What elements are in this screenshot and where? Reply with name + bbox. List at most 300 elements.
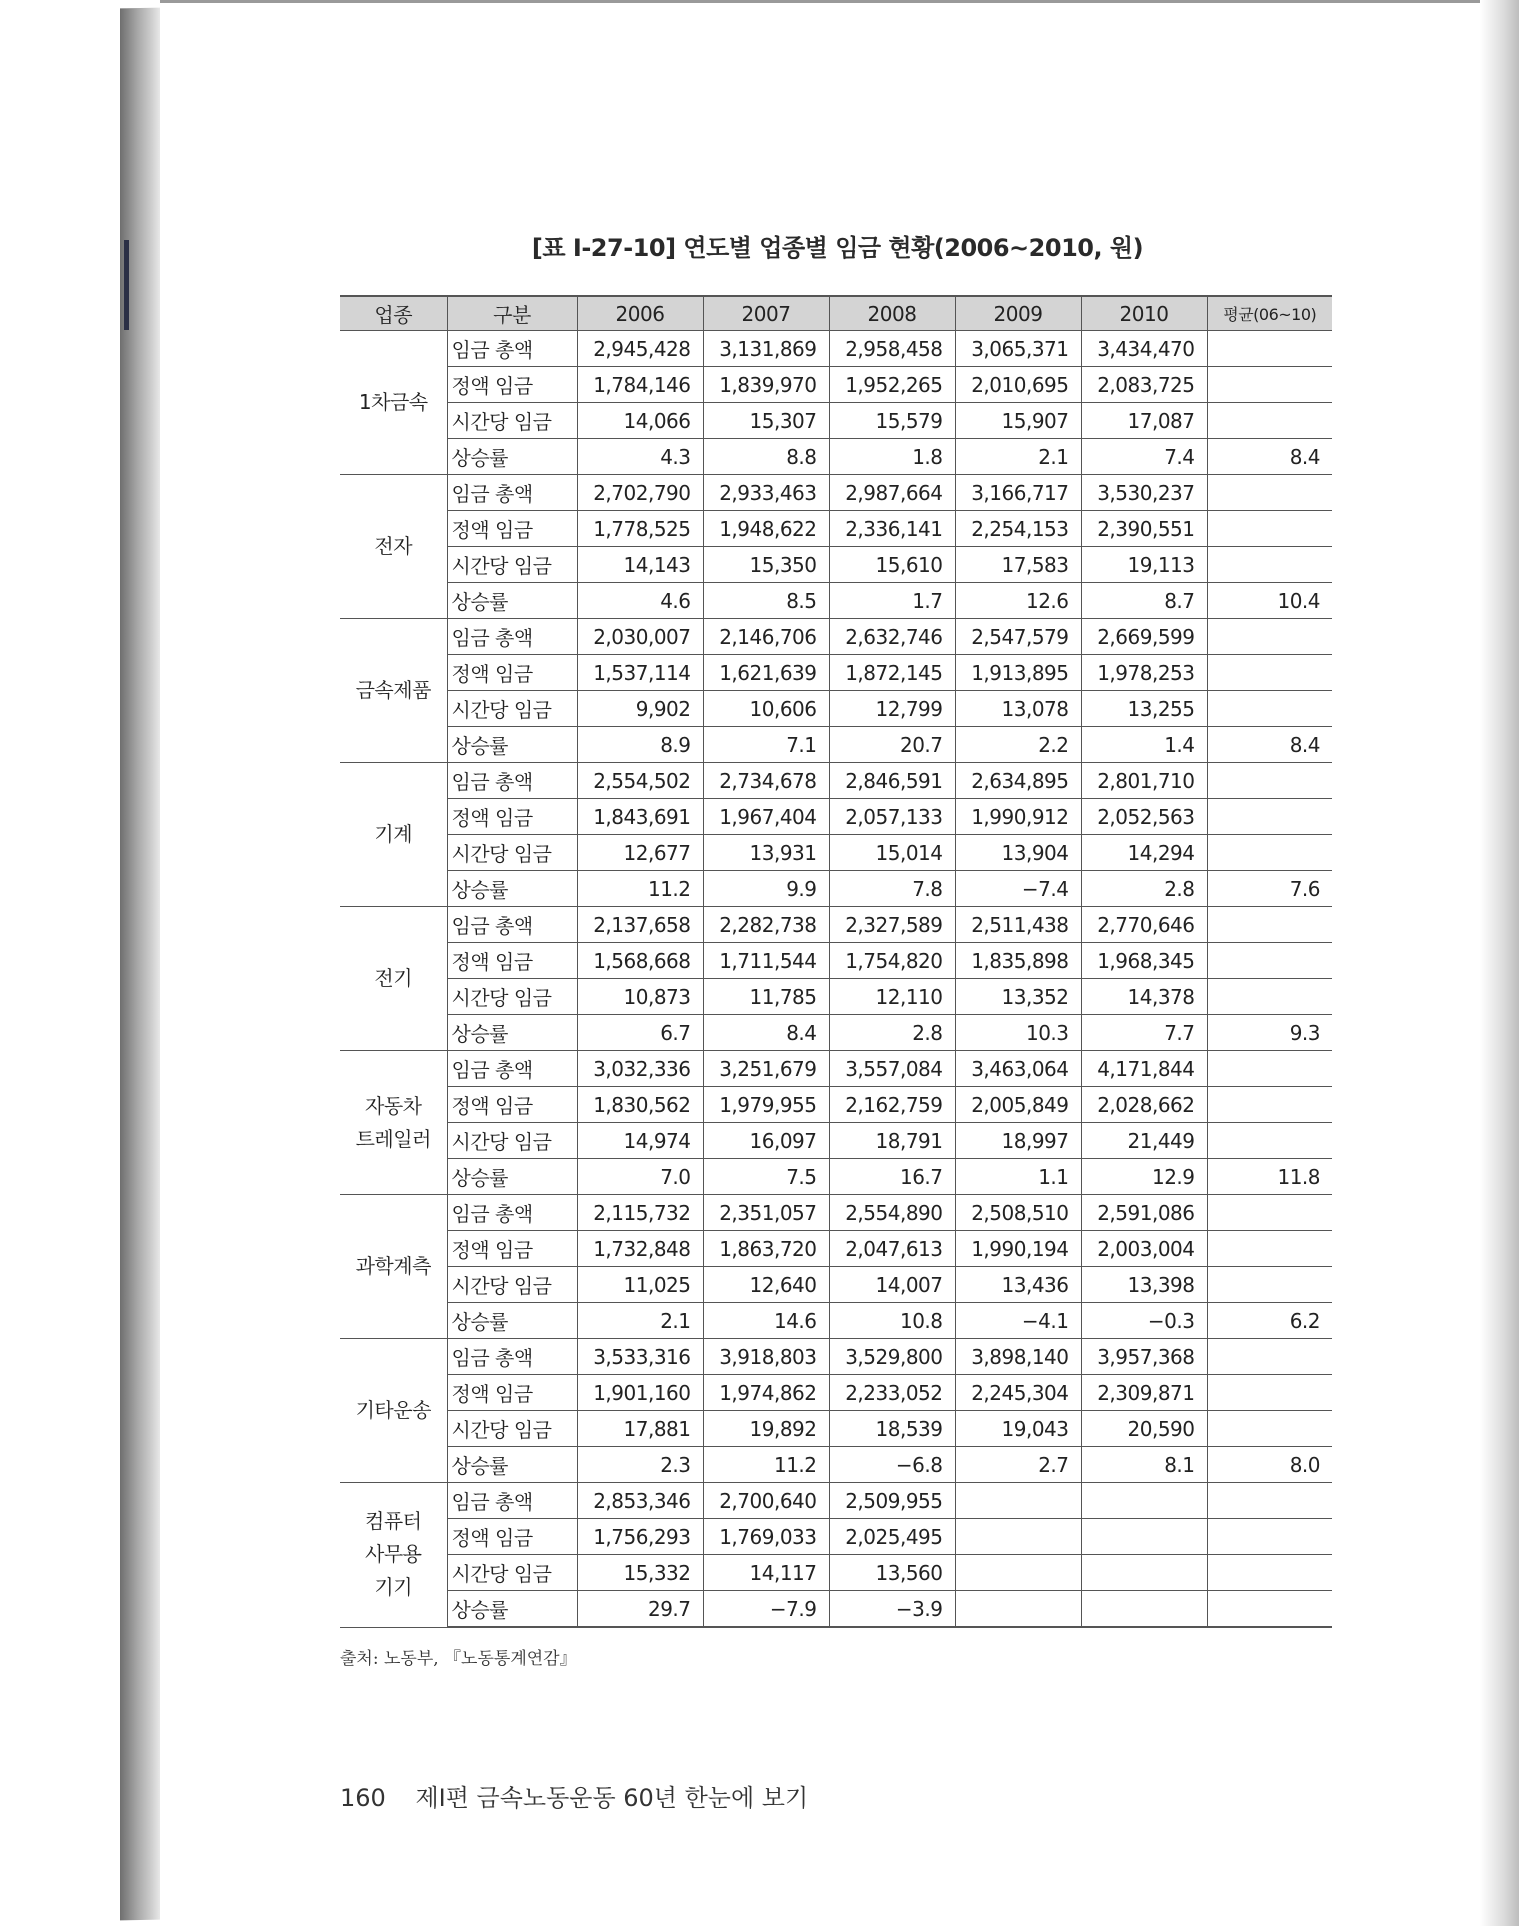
table-row [340, 1015, 1332, 1051]
value-cell: 2,025,495 [829, 1519, 955, 1555]
industry-name [340, 1483, 447, 1628]
table-row [340, 1411, 1332, 1447]
value-cell: 13,904 [955, 835, 1081, 871]
value-cell: 14,007 [829, 1267, 955, 1303]
table-row [340, 367, 1332, 403]
value-cell: 2.1 [955, 439, 1081, 475]
value-cell: 2,801,710 [1081, 763, 1207, 799]
value-cell: 2,770,646 [1081, 907, 1207, 943]
average-cell [1207, 1411, 1332, 1447]
industry-name-line: 금속제품 [355, 678, 431, 702]
row-label: 임금 총액 [447, 331, 577, 367]
row-label: 정액 임금 [447, 943, 577, 979]
table-row [340, 979, 1332, 1015]
value-cell: 2,853,346 [577, 1483, 703, 1519]
value-cell: 3,898,140 [955, 1339, 1081, 1375]
value-cell: 1,901,160 [577, 1375, 703, 1411]
value-cell: 2,005,849 [955, 1087, 1081, 1123]
header-cell: 2009 [955, 296, 1081, 331]
table-row [340, 619, 1332, 655]
average-cell [1207, 1555, 1332, 1591]
value-cell [1081, 1555, 1207, 1591]
value-cell: 2,554,502 [577, 763, 703, 799]
value-cell: 16.7 [829, 1159, 955, 1195]
value-cell: 2,010,695 [955, 367, 1081, 403]
value-cell: 2,336,141 [829, 511, 955, 547]
average-cell: 8.0 [1207, 1447, 1332, 1483]
row-label: 임금 총액 [447, 619, 577, 655]
row-label: 정액 임금 [447, 1375, 577, 1411]
value-cell: 1.7 [829, 583, 955, 619]
value-cell: 1,990,194 [955, 1231, 1081, 1267]
value-cell: 2,669,599 [1081, 619, 1207, 655]
value-cell: 15,307 [703, 403, 829, 439]
value-cell: 9,902 [577, 691, 703, 727]
value-cell: 7.7 [1081, 1015, 1207, 1051]
industry-name [340, 907, 447, 1051]
value-cell: −7.4 [955, 871, 1081, 907]
value-cell: 2,702,790 [577, 475, 703, 511]
value-cell: 2,634,895 [955, 763, 1081, 799]
value-cell: 1.8 [829, 439, 955, 475]
average-cell [1207, 907, 1332, 943]
value-cell: 9.9 [703, 871, 829, 907]
row-label: 임금 총액 [447, 475, 577, 511]
average-cell [1207, 1087, 1332, 1123]
row-label: 정액 임금 [447, 799, 577, 835]
industry-name-line: 사무용 [365, 1542, 422, 1567]
industry-name-line: 기타운송 [355, 1398, 431, 1422]
value-cell: −0.3 [1081, 1303, 1207, 1339]
value-cell: 15,907 [955, 403, 1081, 439]
value-cell: 18,791 [829, 1123, 955, 1159]
value-cell [955, 1519, 1081, 1555]
value-cell: 2,047,613 [829, 1231, 955, 1267]
average-cell [1207, 403, 1332, 439]
average-cell [1207, 655, 1332, 691]
row-label: 시간당 임금 [447, 1123, 577, 1159]
header-cell: 구분 [447, 296, 577, 331]
row-label: 정액 임금 [447, 367, 577, 403]
value-cell: 2,030,007 [577, 619, 703, 655]
row-label: 시간당 임금 [447, 403, 577, 439]
value-cell: 13,078 [955, 691, 1081, 727]
industry-name [340, 619, 447, 763]
value-cell: 2.1 [577, 1303, 703, 1339]
wage-table [340, 295, 1332, 1628]
table-row [340, 1303, 1332, 1339]
value-cell: 2.8 [1081, 871, 1207, 907]
value-cell: 2,987,664 [829, 475, 955, 511]
value-cell: 2,162,759 [829, 1087, 955, 1123]
value-cell: 2,003,004 [1081, 1231, 1207, 1267]
value-cell: 11.2 [703, 1447, 829, 1483]
average-cell: 8.4 [1207, 439, 1332, 475]
average-cell [1207, 475, 1332, 511]
header-cell: 2007 [703, 296, 829, 331]
value-cell: 1,769,033 [703, 1519, 829, 1555]
industry-name [340, 1051, 447, 1195]
row-label: 임금 총액 [447, 907, 577, 943]
average-cell [1207, 1051, 1332, 1087]
value-cell: 2,547,579 [955, 619, 1081, 655]
value-cell: 10.8 [829, 1303, 955, 1339]
value-cell: 7.8 [829, 871, 955, 907]
table-row [340, 871, 1332, 907]
value-cell [955, 1591, 1081, 1628]
value-cell: 7.0 [577, 1159, 703, 1195]
value-cell: 1,784,146 [577, 367, 703, 403]
average-cell [1207, 1375, 1332, 1411]
row-label: 정액 임금 [447, 655, 577, 691]
value-cell: 3,131,869 [703, 331, 829, 367]
value-cell: 2,083,725 [1081, 367, 1207, 403]
value-cell: 1,830,562 [577, 1087, 703, 1123]
value-cell [1081, 1519, 1207, 1555]
value-cell: 20,590 [1081, 1411, 1207, 1447]
table-row [340, 1375, 1332, 1411]
section-title: 제Ⅰ편 금속노동운동 60년 한눈에 보기 [415, 1784, 809, 1812]
value-cell: 8.7 [1081, 583, 1207, 619]
value-cell: 3,957,368 [1081, 1339, 1207, 1375]
row-label: 시간당 임금 [447, 1411, 577, 1447]
value-cell: 13,436 [955, 1267, 1081, 1303]
industry-name-line: 기기 [374, 1575, 413, 1600]
value-cell: 3,918,803 [703, 1339, 829, 1375]
value-cell: 2,137,658 [577, 907, 703, 943]
page-footer [340, 1778, 808, 1813]
header-cell: 2006 [577, 296, 703, 331]
value-cell: 1,968,345 [1081, 943, 1207, 979]
value-cell: 1,778,525 [577, 511, 703, 547]
value-cell: 1,948,622 [703, 511, 829, 547]
table-row [340, 727, 1332, 763]
value-cell: −6.8 [829, 1447, 955, 1483]
header-cell: 업종 [340, 296, 447, 331]
table-row [340, 403, 1332, 439]
value-cell: 10.3 [955, 1015, 1081, 1051]
table-row [340, 547, 1332, 583]
table-row [340, 907, 1332, 943]
value-cell: 14,974 [577, 1123, 703, 1159]
industry-name-line: 1차금속 [358, 390, 428, 414]
value-cell: 2.8 [829, 1015, 955, 1051]
value-cell: 2,052,563 [1081, 799, 1207, 835]
value-cell: 1.1 [955, 1159, 1081, 1195]
average-cell [1207, 619, 1332, 655]
table-row [340, 1159, 1332, 1195]
value-cell: 2,508,510 [955, 1195, 1081, 1231]
value-cell: 2,511,438 [955, 907, 1081, 943]
table-row [340, 583, 1332, 619]
value-cell: −7.9 [703, 1591, 829, 1628]
industry-name-line: 과학계측 [355, 1254, 431, 1278]
row-label: 상승률 [447, 727, 577, 763]
average-cell: 10.4 [1207, 583, 1332, 619]
value-cell: 7.4 [1081, 439, 1207, 475]
value-cell: 3,529,800 [829, 1339, 955, 1375]
value-cell: 7.5 [703, 1159, 829, 1195]
table-row [340, 799, 1332, 835]
value-cell: 2.7 [955, 1447, 1081, 1483]
value-cell [1081, 1591, 1207, 1628]
row-label: 시간당 임금 [447, 979, 577, 1015]
average-cell: 7.6 [1207, 871, 1332, 907]
value-cell: 3,032,336 [577, 1051, 703, 1087]
value-cell: 15,610 [829, 547, 955, 583]
value-cell: 3,463,064 [955, 1051, 1081, 1087]
industry-name [340, 331, 447, 475]
value-cell: 2,700,640 [703, 1483, 829, 1519]
value-cell: 14,066 [577, 403, 703, 439]
value-cell: 2,254,153 [955, 511, 1081, 547]
value-cell: 2,846,591 [829, 763, 955, 799]
value-cell: 6.7 [577, 1015, 703, 1051]
value-cell: 1,990,912 [955, 799, 1081, 835]
value-cell: 8.9 [577, 727, 703, 763]
table-row [340, 1051, 1332, 1087]
value-cell: 3,166,717 [955, 475, 1081, 511]
value-cell: 15,014 [829, 835, 955, 871]
value-cell: 1,732,848 [577, 1231, 703, 1267]
value-cell: 1,974,862 [703, 1375, 829, 1411]
value-cell: −3.9 [829, 1591, 955, 1628]
value-cell: 1,978,253 [1081, 655, 1207, 691]
row-label: 시간당 임금 [447, 835, 577, 871]
value-cell: 1,835,898 [955, 943, 1081, 979]
average-cell: 8.4 [1207, 727, 1332, 763]
table-row [340, 1231, 1332, 1267]
value-cell: 3,065,371 [955, 331, 1081, 367]
industry-name [340, 475, 447, 619]
value-cell: 17,087 [1081, 403, 1207, 439]
value-cell: 1,711,544 [703, 943, 829, 979]
row-label: 정액 임금 [447, 511, 577, 547]
average-cell [1207, 1519, 1332, 1555]
value-cell: 13,931 [703, 835, 829, 871]
value-cell: 12,799 [829, 691, 955, 727]
table-row [340, 1555, 1332, 1591]
value-cell: 2,933,463 [703, 475, 829, 511]
value-cell: 11.2 [577, 871, 703, 907]
row-label: 임금 총액 [447, 1339, 577, 1375]
table-row [340, 943, 1332, 979]
average-cell [1207, 331, 1332, 367]
value-cell: 19,113 [1081, 547, 1207, 583]
value-cell: 7.1 [703, 727, 829, 763]
value-cell: 2.2 [955, 727, 1081, 763]
value-cell: 13,398 [1081, 1267, 1207, 1303]
value-cell: 4.3 [577, 439, 703, 475]
industry-name-line: 전기 [374, 966, 413, 990]
value-cell: 21,449 [1081, 1123, 1207, 1159]
value-cell: 8.1 [1081, 1447, 1207, 1483]
value-cell [955, 1483, 1081, 1519]
spine-mark [124, 240, 129, 330]
value-cell: 14,117 [703, 1555, 829, 1591]
value-cell: 1,537,114 [577, 655, 703, 691]
value-cell: 2,233,052 [829, 1375, 955, 1411]
value-cell: 11,025 [577, 1267, 703, 1303]
average-cell [1207, 763, 1332, 799]
value-cell: 8.8 [703, 439, 829, 475]
value-cell: 17,583 [955, 547, 1081, 583]
value-cell: 15,332 [577, 1555, 703, 1591]
value-cell: 2,146,706 [703, 619, 829, 655]
row-label: 상승률 [447, 439, 577, 475]
value-cell: 12.9 [1081, 1159, 1207, 1195]
average-cell [1207, 1483, 1332, 1519]
value-cell: 14.6 [703, 1303, 829, 1339]
value-cell: 2,282,738 [703, 907, 829, 943]
industry-name [340, 1195, 447, 1339]
value-cell: 15,579 [829, 403, 955, 439]
value-cell: 12.6 [955, 583, 1081, 619]
value-cell: 3,251,679 [703, 1051, 829, 1087]
average-cell [1207, 547, 1332, 583]
industry-name-line: 기계 [374, 822, 413, 846]
value-cell: 4,171,844 [1081, 1051, 1207, 1087]
value-cell: 13,255 [1081, 691, 1207, 727]
row-label: 상승률 [447, 1015, 577, 1051]
value-cell: 16,097 [703, 1123, 829, 1159]
value-cell: 2,734,678 [703, 763, 829, 799]
table-row [340, 655, 1332, 691]
value-cell: 8.5 [703, 583, 829, 619]
industry-name [340, 763, 447, 907]
value-cell [1081, 1483, 1207, 1519]
value-cell: 12,677 [577, 835, 703, 871]
row-label: 시간당 임금 [447, 1267, 577, 1303]
table-row [340, 691, 1332, 727]
average-cell [1207, 691, 1332, 727]
value-cell: 10,873 [577, 979, 703, 1015]
value-cell: 3,533,316 [577, 1339, 703, 1375]
table-row [340, 1591, 1332, 1628]
value-cell: 1,568,668 [577, 943, 703, 979]
page-edge-shadow [1480, 0, 1519, 1926]
value-cell: 2,509,955 [829, 1483, 955, 1519]
average-cell: 11.8 [1207, 1159, 1332, 1195]
row-label: 임금 총액 [447, 763, 577, 799]
average-cell [1207, 1267, 1332, 1303]
value-cell: 14,378 [1081, 979, 1207, 1015]
industry-name [340, 1339, 447, 1483]
value-cell: 2,245,304 [955, 1375, 1081, 1411]
value-cell: 1,621,639 [703, 655, 829, 691]
table-row [340, 475, 1332, 511]
header-cell: 2008 [829, 296, 955, 331]
value-cell: 15,350 [703, 547, 829, 583]
value-cell: 19,043 [955, 1411, 1081, 1447]
value-cell: 2,327,589 [829, 907, 955, 943]
header-cell: 2010 [1081, 296, 1207, 331]
average-cell [1207, 367, 1332, 403]
average-cell [1207, 979, 1332, 1015]
table-row [340, 1267, 1332, 1303]
value-cell: 1,756,293 [577, 1519, 703, 1555]
row-label: 임금 총액 [447, 1195, 577, 1231]
table-row [340, 511, 1332, 547]
average-cell [1207, 1123, 1332, 1159]
value-cell: 13,560 [829, 1555, 955, 1591]
table-row [340, 1447, 1332, 1483]
value-cell: 2,554,890 [829, 1195, 955, 1231]
value-cell: 2,115,732 [577, 1195, 703, 1231]
value-cell: 8.4 [703, 1015, 829, 1051]
table-row [340, 1195, 1332, 1231]
table-body [340, 331, 1332, 1628]
value-cell: 4.6 [577, 583, 703, 619]
average-cell [1207, 1339, 1332, 1375]
value-cell: 18,997 [955, 1123, 1081, 1159]
table-row [340, 763, 1332, 799]
value-cell: 29.7 [577, 1591, 703, 1628]
value-cell [955, 1555, 1081, 1591]
row-label: 임금 총액 [447, 1051, 577, 1087]
page-number: 160 [340, 1784, 386, 1812]
value-cell: 1,839,970 [703, 367, 829, 403]
header-row [340, 296, 1332, 331]
row-label: 시간당 임금 [447, 1555, 577, 1591]
table-row [340, 1123, 1332, 1159]
value-cell: 3,434,470 [1081, 331, 1207, 367]
table-row [340, 1519, 1332, 1555]
value-cell: 11,785 [703, 979, 829, 1015]
value-cell: 19,892 [703, 1411, 829, 1447]
table-row [340, 1483, 1332, 1519]
value-cell: 2,591,086 [1081, 1195, 1207, 1231]
value-cell: 2,958,458 [829, 331, 955, 367]
table-row [340, 1339, 1332, 1375]
value-cell: 1,754,820 [829, 943, 955, 979]
row-label: 시간당 임금 [447, 547, 577, 583]
average-cell: 6.2 [1207, 1303, 1332, 1339]
table-row [340, 1087, 1332, 1123]
table-row [340, 835, 1332, 871]
value-cell: 20.7 [829, 727, 955, 763]
value-cell: 2,632,746 [829, 619, 955, 655]
value-cell: 1,979,955 [703, 1087, 829, 1123]
value-cell: 1,913,895 [955, 655, 1081, 691]
average-cell [1207, 511, 1332, 547]
value-cell: 3,530,237 [1081, 475, 1207, 511]
average-cell [1207, 799, 1332, 835]
industry-name-line: 전자 [374, 534, 413, 558]
row-label: 상승률 [447, 1447, 577, 1483]
value-cell: 17,881 [577, 1411, 703, 1447]
value-cell: 14,294 [1081, 835, 1207, 871]
industry-name-line: 자동차 [365, 1093, 422, 1118]
value-cell: 18,539 [829, 1411, 955, 1447]
row-label: 상승률 [447, 871, 577, 907]
average-cell [1207, 943, 1332, 979]
value-cell: 3,557,084 [829, 1051, 955, 1087]
value-cell: 2,351,057 [703, 1195, 829, 1231]
value-cell: 1,952,265 [829, 367, 955, 403]
average-cell [1207, 835, 1332, 871]
row-label: 상승률 [447, 583, 577, 619]
value-cell: 2.3 [577, 1447, 703, 1483]
row-label: 시간당 임금 [447, 691, 577, 727]
value-cell: −4.1 [955, 1303, 1081, 1339]
industry-name-line: 컴퓨터 [365, 1509, 422, 1534]
value-cell: 2,309,871 [1081, 1375, 1207, 1411]
average-cell [1207, 1231, 1332, 1267]
row-label: 정액 임금 [447, 1087, 577, 1123]
average-cell: 9.3 [1207, 1015, 1332, 1051]
value-cell: 1,843,691 [577, 799, 703, 835]
